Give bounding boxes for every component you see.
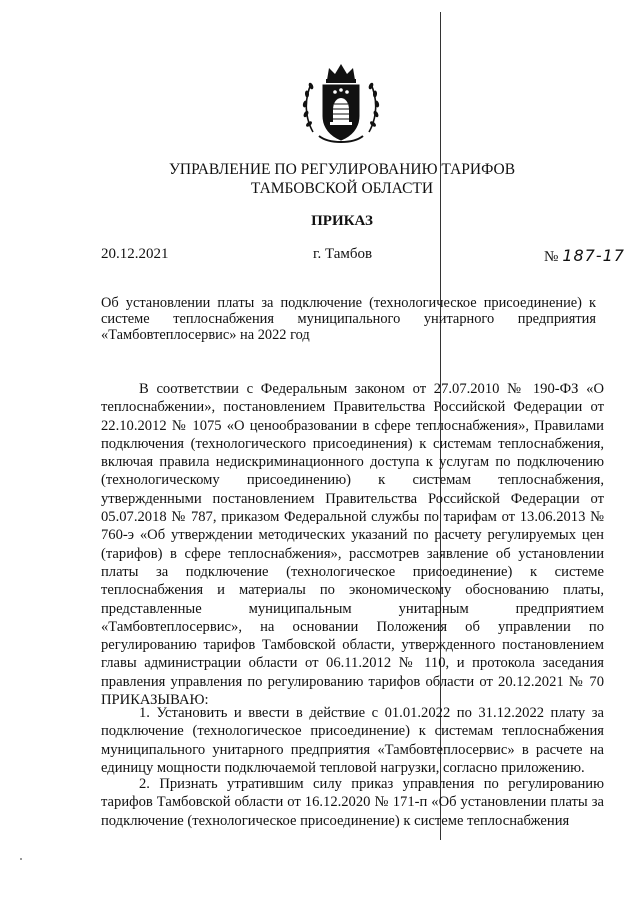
- handwritten-number: 187-17: [562, 246, 625, 265]
- preamble-paragraph: В соответствии с Федеральным законом от 27.07.2010 № 190-ФЗ «О теплоснабжении», постановлением Правительства Российской Федерации от 22.10.2012 № 1075 «О ценообразовании в сфере теплоснабжения», Правилами подключения (технологического присоединения) к системам теплоснабжения, включая правила недискриминационного доступа к услугам по подключению (технологическому присоединению) к системам теплоснабжения, утвержденными постановлением Правительства Российской Федерации от 05.07.2018 № 787, приказом Федеральной службы по тарифам от 13.06.2013 № 760-э «Об утверждении методических указаний по расчету регулируемых цен (тарифов) в сфере теплоснабжения», рассмотрев заявление об установлении платы за подключение (технологическое присоединение) к системе теплоснабжения и материалы по экономическому обоснованию платы, представленные муниципальным унитарным предприятием «Тамбовтеплосервис», на основании Положения об управлении по регулированию тарифов Тамбовской области, утвержденного постановлением главы администрации области от 06.11.2012 № 110, и протокола заседания правления управления по регулированию тарифов области от 20.12.2021 № 70 ПРИКАЗЫВАЮ:: [101, 381, 604, 709]
- scan-speck: [20, 858, 22, 860]
- number-sign: №: [544, 249, 559, 265]
- document-type-title: ПРИКАЗ: [311, 213, 373, 229]
- order-item-1: 1. Установить и ввести в действие с 01.01.2022 по 31.12.2022 плату за подключение (технологическое присоединение) к системам теплоснабжения муниципального унитарного предприятия «Тамбовтеплосервис» в расчете на единицу мощности подключаемой тепловой нагрузки, согласно приложению.: [101, 705, 604, 776]
- document-city: г. Тамбов: [313, 246, 373, 262]
- organization-name-line2: ТАМБОВСКОЙ ОБЛАСТИ: [250, 180, 434, 197]
- document-subject: Об установлении платы за подключение (технологическое присоединение) к системе теплоснабжения муниципального унитарного предприятия «Тамбовтеплосервис» на 2022 год: [101, 295, 596, 343]
- order-item-2: 2. Признать утратившим силу приказ управления по регулированию тарифов Тамбовской области от 16.12.2020 № 171-п «Об установлении платы за подключение (технологическое присоединение) к системе теплоснабжения: [101, 776, 604, 829]
- document-date: 20.12.2021: [101, 246, 169, 262]
- tambov-coat-of-arms-emblem: [299, 58, 383, 148]
- organization-name-line1: УПРАВЛЕНИЕ ПО РЕГУЛИРОВАНИЮ ТАРИФОВ: [168, 161, 516, 178]
- document-number: [544, 246, 625, 266]
